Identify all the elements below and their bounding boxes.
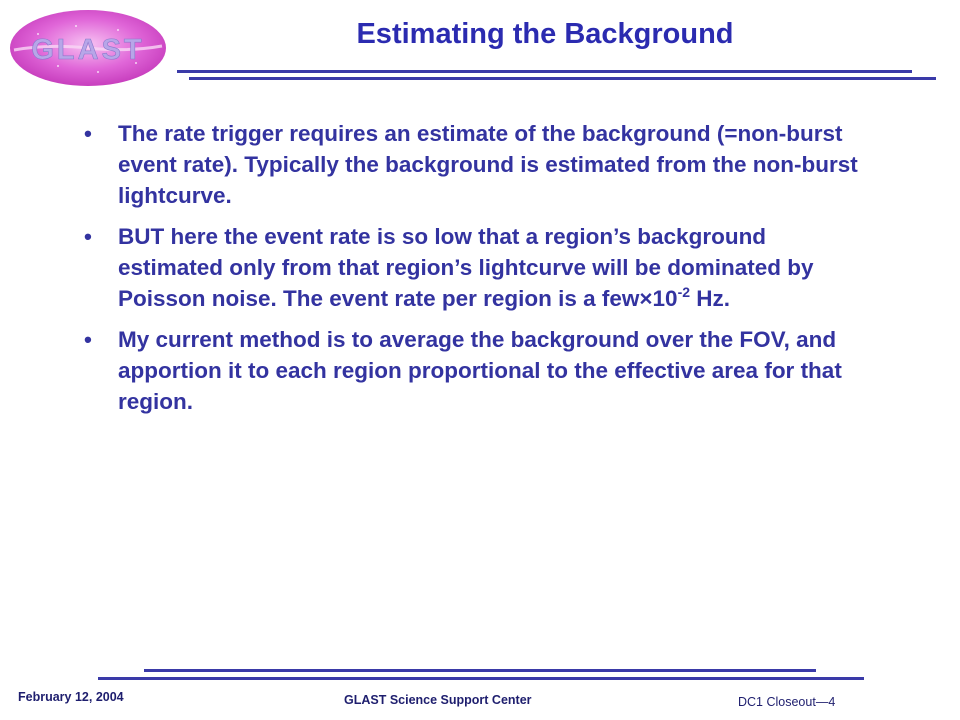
bullet-marker: • — [84, 327, 92, 352]
bullet-item — [80, 118, 860, 211]
title-rule-upper — [177, 70, 912, 73]
slide-title: Estimating the Background — [356, 18, 734, 50]
bullet-list — [80, 118, 860, 427]
footer-rule-upper — [144, 669, 816, 672]
glast-logo-graphic — [8, 8, 168, 88]
footer-date: February 12, 2004 — [18, 690, 124, 704]
glast-logo — [8, 8, 168, 88]
bullet-item — [80, 324, 860, 417]
footer-rule-lower — [98, 677, 864, 680]
footer-slide-number: DC1 Closeout—4 — [738, 695, 836, 709]
bullet-marker: • — [84, 121, 92, 146]
bullet-text-tail: Hz. — [690, 286, 731, 311]
bullet-item — [80, 221, 860, 314]
footer-organization: GLAST Science Support Center — [344, 693, 532, 707]
bullet-text: BUT here the event rate is so low that a region’s background estimated only from that region’s lightcurve will be dominated by Poisson noise. The event rate per region is a few×10 — [118, 224, 814, 311]
title-rule-lower — [189, 77, 936, 80]
bullet-text: The rate trigger requires an estimate of the background (=non-burst event rate). Typically the background is estimated from the non-burst lightcurve. — [118, 121, 858, 208]
bullet-text: My current method is to average the background over the FOV, and apportion it to each region proportional to the effective area for that region. — [118, 327, 842, 414]
logo-text: GLAST — [31, 34, 145, 66]
bullet-superscript: -2 — [677, 284, 691, 300]
bullet-marker: • — [84, 224, 92, 249]
